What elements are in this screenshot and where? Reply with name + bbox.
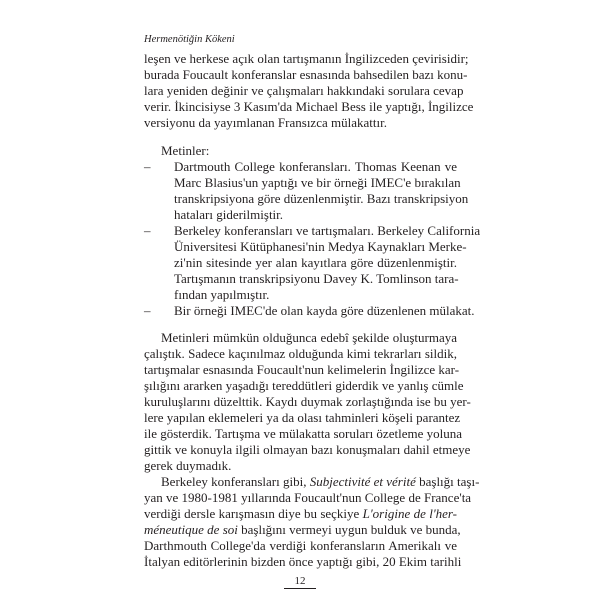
text-line: tartışmalar esnasında Foucault'nun kelimelerin İngilizce kar- xyxy=(144,362,460,377)
list-bullet: – xyxy=(144,159,151,174)
text-line: verir. İkincisiyse 3 Kasım'da Michael Bess ile yaptığı, İngilizce xyxy=(144,99,474,114)
text-line: gerek duymadık. xyxy=(144,458,232,473)
text-line: şılığını ararken yaşadığı tereddütleri giderdik ve yanlış cümle xyxy=(144,378,464,393)
list-item-line: fından yapılmıştır. xyxy=(174,287,270,302)
list-item-line: Dartmouth College konferansları. Thomas Keenan ve xyxy=(174,159,457,174)
section-heading: Metinler: xyxy=(161,143,210,158)
running-header: Hermenötiğin Kökeni xyxy=(144,34,235,45)
page-number: 12 xyxy=(284,575,316,589)
text-line: İtalyan editörlerinin bizden önce yaptığı gibi, 20 Ekim tarihli xyxy=(144,554,462,569)
list-item-line: zi'nin sitesinde yer alan kayıtlara göre düzenlenmiştir. xyxy=(174,255,457,270)
text-line: gittik ve konuyla ilgili olmayan bazı konuşmaları dahil etmeye xyxy=(144,442,471,457)
list-item-line: hataları giderilmiştir. xyxy=(174,207,284,222)
book-title-italic: méneutique de soi xyxy=(144,522,238,537)
text-line: burada Foucault konferanslar esnasında bahsedilen bazı konu- xyxy=(144,67,468,82)
text-line: kuruluşlarını düzelttik. Kaydı duymak zorlaştığında ise bu yer- xyxy=(144,394,471,409)
text-line: méneutique de soi başlığını vermeyi uygun bulduk ve bunda, xyxy=(144,522,461,537)
text-line: Darthmouth College'da verdiği konferansların Amerikalı ve xyxy=(144,538,457,553)
text-line: verdiği dersle karışmasın diye bu seçkiye L'origine de l'her- xyxy=(144,506,457,521)
list-bullet: – xyxy=(144,303,151,318)
text-line: lara yeniden değinir ve çalışmaları hakkındaki sorulara cevap xyxy=(144,83,464,98)
text-line: ile gösterdik. Tartışma ve mülakatta soruları özetleme yoluna xyxy=(144,426,462,441)
list-item-line: Berkeley konferansları ve tartışmaları. Berkeley California xyxy=(174,223,481,238)
list-item-line: transkripsiyona göre düzenlenmiştir. Bazı transkripsiyon xyxy=(174,191,469,206)
text-line: Metinleri mümkün olduğunca edebî şekilde oluşturmaya xyxy=(161,330,457,345)
text-line: yan ve 1980-1981 yıllarında Foucault'nun College de France'ta xyxy=(144,490,472,505)
book-title-italic: Subjectivité et vérité xyxy=(309,474,416,489)
list-item-line: Bir örneği IMEC'de olan kayda göre düzenlenen mülakat. xyxy=(174,303,475,318)
text-line: çalıştık. Sadece kaçınılmaz olduğunda kimi tekrarları sildik, xyxy=(144,346,457,361)
text-line: versiyonu da yayımlanan Fransızca mülakattır. xyxy=(144,115,387,130)
list-bullet: – xyxy=(144,223,151,238)
list-item-line: Marc Blasius'un yaptığı ve bir örneği IMEC'e bırakılan xyxy=(174,175,461,190)
book-title-italic: L'origine de l'her- xyxy=(362,506,457,521)
text-line: Berkeley konferansları gibi, Subjectivité et vérité başlığı taşı- xyxy=(161,474,480,489)
text-line: leşen ve herkese açık olan tartışmanın İngilizceden çevirisidir; xyxy=(144,51,469,66)
text-line: lere yapılan eklemeleri ya da olası tahminleri köşeli parantez xyxy=(144,410,461,425)
list-item-line: Üniversitesi Kütüphanesi'nin Medya Kaynakları Merke- xyxy=(174,239,467,254)
list-item-line: Tartışmanın transkripsiyonu Davey K. Tomlinson tara- xyxy=(174,271,459,286)
